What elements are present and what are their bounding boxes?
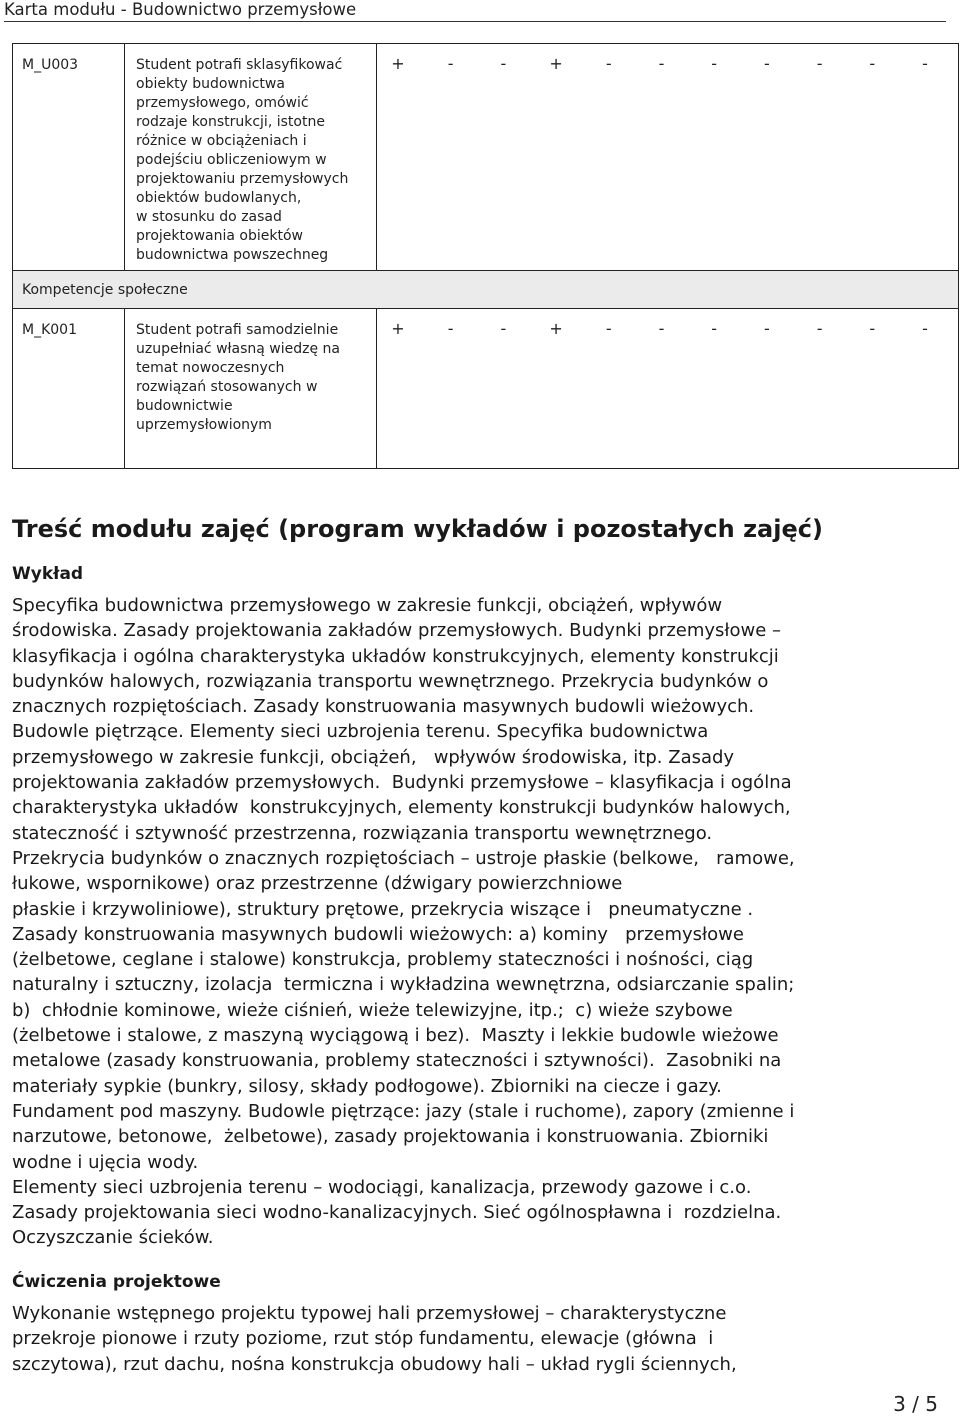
outcome-code-cell	[13, 44, 125, 271]
outcome-code-cell	[13, 309, 125, 469]
text-line: Student potrafi samodzielnie	[136, 322, 339, 338]
text-line: naturalny i sztuczny, izolacja termiczna i wykładzina wewnętrzna, odsiarczanie spalin;	[12, 974, 795, 996]
outcome-marks	[377, 309, 958, 339]
text-line: uzupełniać własną wiedzę na	[136, 341, 340, 357]
text-line: budownictwa powszechneg	[136, 247, 329, 263]
assessment-mark: -	[658, 54, 665, 73]
text-line: temat nowoczesnych	[136, 360, 285, 376]
text-line: Oczyszczanie ścieków.	[12, 1227, 214, 1249]
text-line: narzutowe, betonowe, żelbetowe), zasady projektowania i konstruowania. Zbiorniki	[12, 1126, 769, 1148]
assessment-mark: -	[500, 54, 507, 73]
outcome-code: M_K001	[22, 322, 77, 338]
assessment-mark: -	[922, 319, 928, 338]
text-line: klasyfikacja i ogólna charakterystyka układów konstrukcyjnych, elementy konstrukcji	[12, 645, 779, 667]
assessment-mark: -	[605, 319, 612, 338]
text-line: (żelbetowe i stalowe, z maszyną wyciągową i bez). Maszty i lekkie budowle wieżowe	[12, 1025, 779, 1047]
assessment-mark: +	[549, 319, 563, 338]
document-title: Karta modułu - Budownictwo przemysłowe	[4, 0, 357, 19]
section-label: Kompetencje społeczne	[22, 282, 188, 298]
text-line: różnice w obciążeniach i	[136, 133, 307, 149]
text-line: Budowle piętrzące. Elementy sieci uzbrojenia terenu. Specyfika budownictwa	[12, 721, 709, 743]
text-line: Zasady konstruowania masywnych budowli wieżowych: a) kominy przemysłowe	[12, 923, 744, 945]
assessment-mark: -	[711, 319, 718, 338]
table-section-row	[13, 271, 959, 309]
learning-outcomes-table	[12, 43, 958, 469]
assessment-mark: -	[447, 319, 454, 338]
assessment-mark: +	[391, 319, 405, 338]
text-line: podejściu obliczeniowym w	[136, 152, 327, 168]
text-line: charakterystyka układów konstrukcyjnych, elementy konstrukcji budynków halowych,	[12, 797, 791, 819]
text-line: wodne i ujęcia wody.	[12, 1151, 199, 1173]
text-line: przemysłowego w zakresie funkcji, obciążeń, wpływów środowiska, itp. Zasady	[12, 746, 735, 768]
assessment-mark: -	[869, 54, 876, 73]
text-line: budownictwie	[136, 398, 233, 414]
text-line: przemysłowego, omówić	[136, 95, 309, 111]
text-line: Fundament pod maszyny. Budowle piętrzące: jazy (stale i ruchome), zapory (zmienne i	[12, 1100, 795, 1122]
assessment-mark: +	[549, 54, 563, 73]
text-line: uprzemysłowionym	[136, 417, 272, 433]
table-row	[13, 309, 959, 469]
outcome-marks-cell	[377, 44, 959, 271]
assessment-mark: -	[447, 54, 454, 73]
section-header-cell	[13, 271, 959, 309]
content-section-title: Treść modułu zajęć (program wykładów i pozostałych zajęć)	[12, 515, 823, 543]
assessment-mark: +	[391, 54, 405, 73]
text-line: Student potrafi sklasyfikować	[136, 57, 343, 73]
text-line: rozwiązań stosowanych w	[136, 379, 318, 395]
text-line: materiały sypkie (bunkry, silosy, składy podłogowe). Zbiorniki na ciecze i gazy.	[12, 1075, 722, 1097]
text-line: środowiska. Zasady projektowania zakładów przemysłowych. Budynki przemysłowe –	[12, 620, 782, 642]
assessment-mark: -	[711, 54, 718, 73]
text-line: Wykonanie wstępnego projektu typowej hali przemysłowej – charakterystyczne	[12, 1303, 727, 1324]
text-line: obiektów budowlanych,	[136, 190, 302, 206]
text-line: projektowaniu przemysłowych	[136, 171, 349, 187]
text-line: Specyfika budownictwa przemysłowego w zakresie funkcji, obciążeń, wpływów	[12, 595, 723, 616]
assessment-mark: -	[764, 319, 770, 338]
outcome-code: M_U003	[22, 57, 79, 73]
outcome-description-cell	[125, 44, 377, 271]
lecture-heading: Wykład	[12, 564, 84, 584]
assessment-mark: -	[764, 54, 770, 73]
lecture-description	[12, 593, 942, 1251]
outcome-marks	[377, 44, 958, 74]
text-line: metalowe (zasady konstruowania, problemy stateczności i sztywności). Zasobniki na	[12, 1050, 782, 1072]
outcome-description-cell	[125, 309, 377, 469]
text-line: budynków halowych, rozwiązania transportu wewnętrznego. Przekrycia budynków o	[12, 670, 769, 692]
assessment-mark: -	[816, 319, 823, 338]
text-line: szczytowa), rzut dachu, nośna konstrukcja obudowy hali – układ rygli ściennych,	[12, 1353, 737, 1375]
outcome-description	[125, 309, 376, 435]
text-line: projektowania obiektów	[136, 228, 303, 244]
text-line: Elementy sieci uzbrojenia terenu – wodociągi, kanalizacja, przewody gazowe i c.o.	[12, 1176, 752, 1198]
text-line: Przekrycia budynków o znacznych rozpiętościach – ustroje płaskie (belkowe, ramowe,	[12, 847, 795, 869]
text-line: rodzaje konstrukcji, istotne	[136, 114, 325, 130]
text-line: w stosunku do zasad	[136, 209, 282, 225]
table-row	[13, 44, 959, 271]
header-divider	[4, 21, 946, 22]
text-line: płaskie i krzywoliniowe), struktury prętowe, przekrycia wiszące i pneumatyczne .	[12, 898, 754, 920]
assessment-mark: -	[869, 319, 876, 338]
text-line: (żelbetowe, ceglane i stalowe) konstrukcja, problemy stateczności i nośności, ciąg	[12, 949, 754, 971]
assessment-mark: -	[658, 319, 665, 338]
outcome-marks-cell	[377, 309, 959, 469]
exercises-description	[12, 1301, 942, 1377]
text-line: b) chłodnie kominowe, wieże ciśnień, wieże telewizyjne, itp.; c) wieże szybowe	[12, 999, 733, 1021]
text-line: przekroje pionowe i rzuty poziome, rzut stóp fundamentu, elewacje (główna i	[12, 1328, 714, 1350]
assessment-mark: -	[605, 54, 612, 73]
page-number: 3 / 5	[893, 1392, 938, 1416]
text-line: znacznych rozpiętościach. Zasady konstruowania masywnych budowli wieżowych.	[12, 696, 755, 718]
text-line: łukowe, wspornikowe) oraz przestrzenne (dźwigary powierzchniowe	[12, 873, 623, 895]
assessment-mark: -	[500, 319, 507, 338]
exercises-heading: Ćwiczenia projektowe	[12, 1272, 221, 1292]
assessment-mark: -	[816, 54, 823, 73]
text-line: stateczność i sztywność przestrzenna, rozwiązania transportu wewnętrznego.	[12, 822, 713, 844]
text-line: projektowania zakładów przemysłowych. Budynki przemysłowe – klasyfikacja i ogólna	[12, 772, 792, 794]
text-line: Zasady projektowania sieci wodno-kanalizacyjnych. Sieć ogólnospławna i rozdzielna.	[12, 1202, 782, 1224]
text-line: obiekty budownictwa	[136, 76, 285, 92]
assessment-mark: -	[922, 54, 928, 73]
outcome-description	[125, 44, 376, 265]
